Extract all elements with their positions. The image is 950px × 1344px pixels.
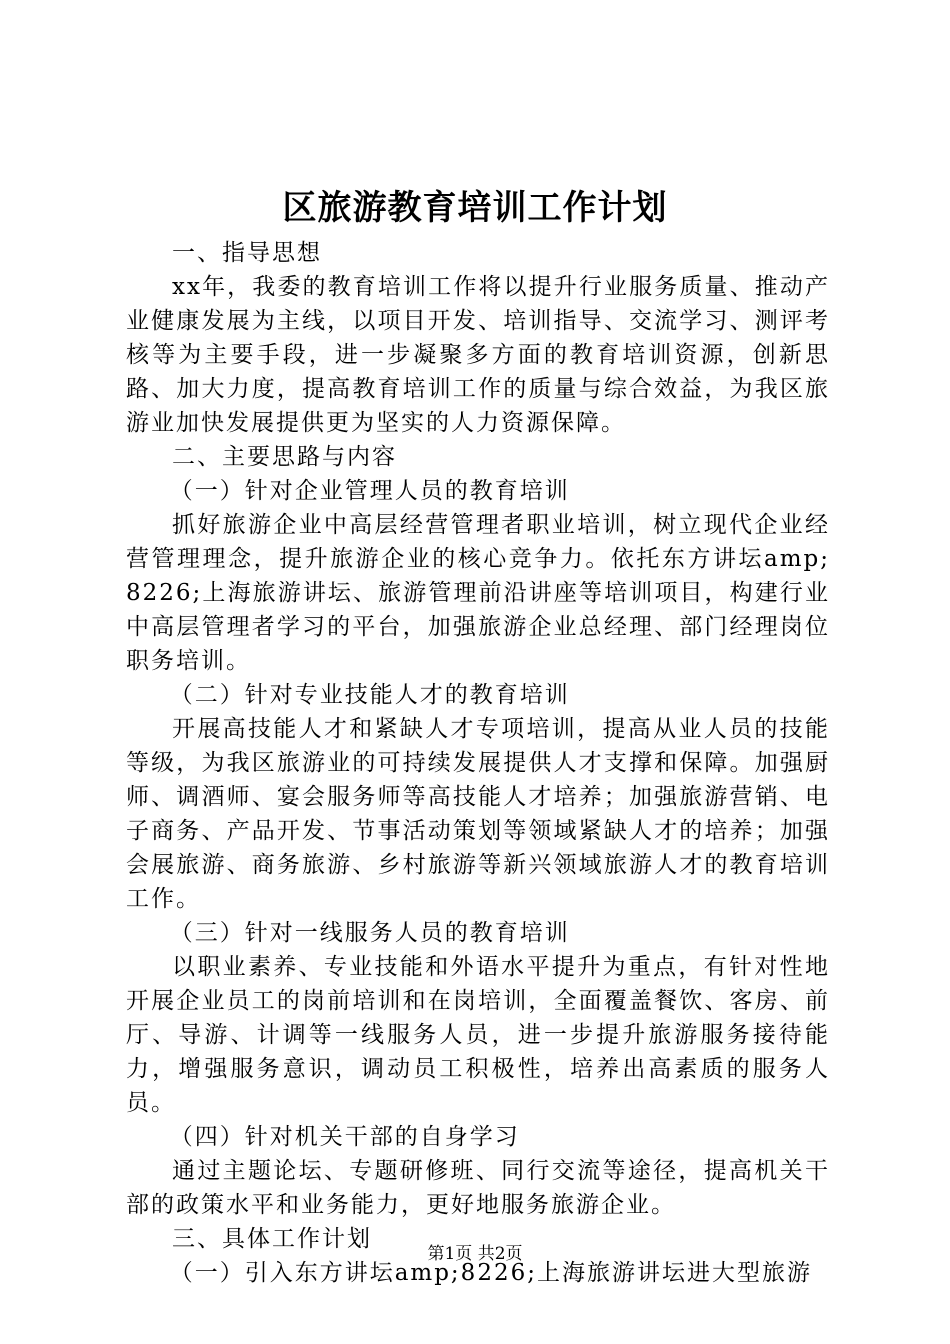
subsection-heading: （三）针对一线服务人员的教育培训 bbox=[169, 920, 570, 946]
subsection-heading: （四）针对机关干部的自身学习 bbox=[169, 1124, 520, 1150]
document-body bbox=[126, 236, 830, 1290]
document-title: 区旅游教育培训工作计划 bbox=[282, 188, 668, 228]
paragraph: 抓好旅游企业中高层经营管理者职业培训，树立现代企业经营管理理念，提升旅游企业的核心竞争力。依托东方讲坛amp;8226;上海旅游讲坛、旅游管理前沿讲座等培训项目，构建行业中高层管理者学习的平台，加强旅游企业总经理、部门经理岗位职务培训。 bbox=[126, 512, 830, 674]
section-heading: 三、具体工作计划 bbox=[172, 1226, 372, 1252]
paragraph: 以职业素养、专业技能和外语水平提升为重点，有针对性地开展企业员工的岗前培训和在岗培训，全面覆盖餐饮、客房、前厅、导游、计调等一线服务人员，进一步提升旅游服务接待能力，增强服务意识，调动员工积极性，培养出高素质的服务人员。 bbox=[126, 954, 830, 1116]
subsection-heading: （一）针对企业管理人员的教育培训 bbox=[169, 478, 570, 504]
subsection-heading: （一）引入东方讲坛amp;8226;上海旅游讲坛进大型旅游 bbox=[169, 1260, 812, 1286]
section-heading: 二、主要思路与内容 bbox=[172, 444, 397, 470]
paragraph: xx年，我委的教育培训工作将以提升行业服务质量、推动产业健康发展为主线，以项目开发、培训指导、交流学习、测评考核等为主要手段，进一步凝聚多方面的教育培训资源，创新思路、加大力度，提高教育培训工作的质量与综合效益，为我区旅游业加快发展提供更为坚实的人力资源保障。 bbox=[126, 274, 830, 436]
subsection-heading: （二）针对专业技能人才的教育培训 bbox=[169, 682, 570, 708]
section-heading: 一、指导思想 bbox=[172, 240, 322, 266]
paragraph: 通过主题论坛、专题研修班、同行交流等途径，提高机关干部的政策水平和业务能力，更好地服务旅游企业。 bbox=[126, 1158, 830, 1218]
page-footer: 第1页 共2页 bbox=[427, 1244, 523, 1264]
paragraph: 开展高技能人才和紧缺人才专项培训，提高从业人员的技能等级，为我区旅游业的可持续发展提供人才支撑和保障。加强厨师、调酒师、宴会服务师等高技能人才培养；加强旅游营销、电子商务、产品开发、节事活动策划等领域紧缺人才的培养；加强会展旅游、商务旅游、乡村旅游等新兴领域旅游人才的教育培训工作。 bbox=[126, 716, 830, 912]
